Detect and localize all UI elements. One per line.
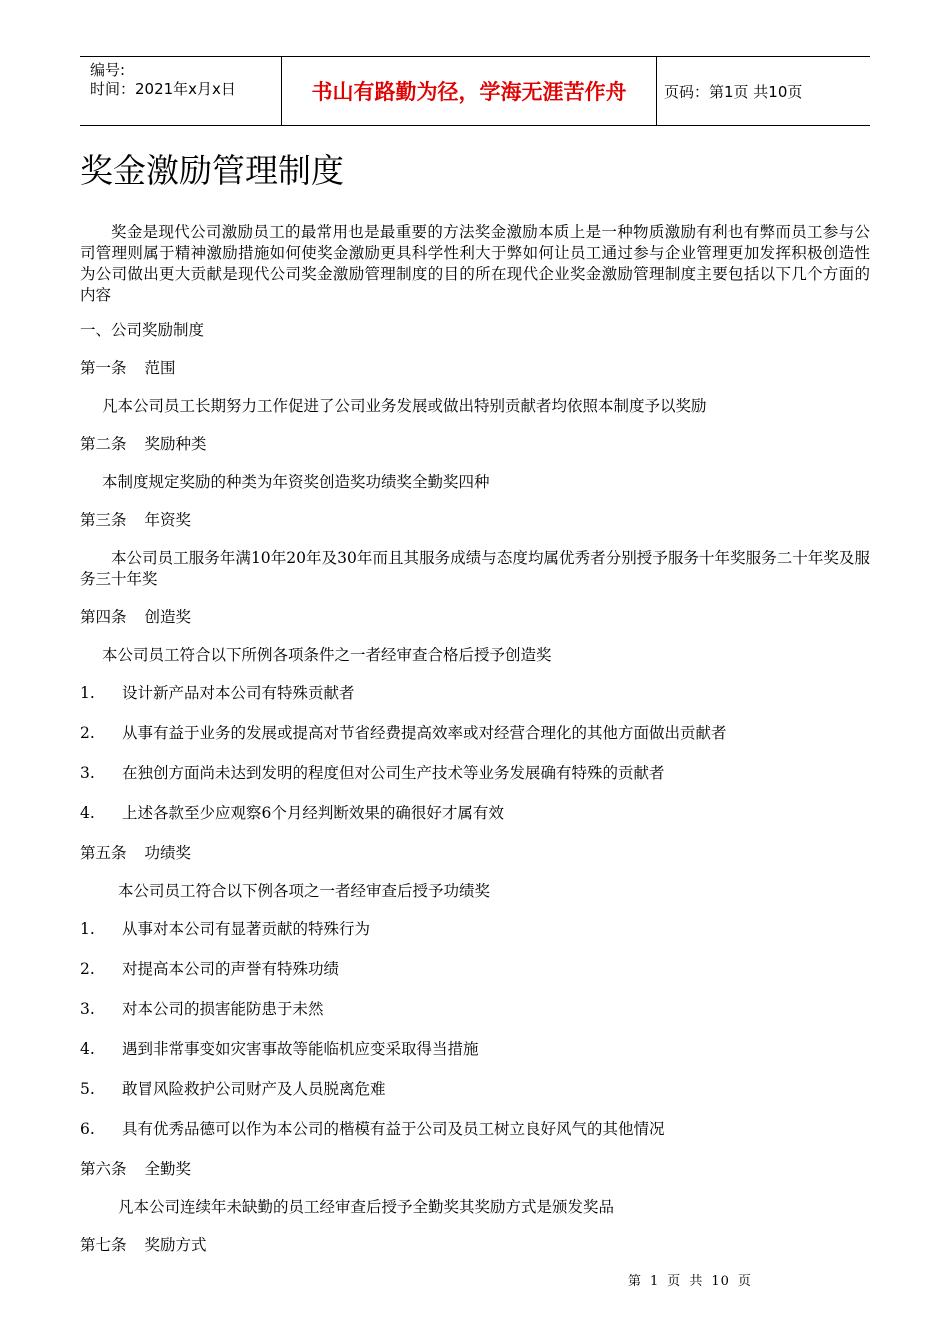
footer-page-number: 1 — [650, 1274, 660, 1289]
list-item: 1. 从事对本公司有显著贡献的特殊行为 — [80, 920, 371, 938]
article-title: 奖励种类 — [144, 435, 207, 453]
article-label: 第七条 — [80, 1236, 127, 1254]
article-title: 奖励方式 — [144, 1236, 207, 1254]
article-body: 本公司员工服务年满10年20年及30年而且其服务成绩与态度均属优秀者分别授予服务十年奖服务二十年奖及服务三十年奖 — [80, 549, 870, 588]
intro-paragraph: 奖金是现代公司激励员工的最常用也是最重要的方法奖金激励本质上是一种物质激励有利也有弊而员工参与公司管理则属于精神激励措施如何使奖金激励更具科学性利大于弊如何让员工通过参与企业管理更加发挥积极创造性为公司做出更大贡献是现代公司奖金激励管理制度的目的所在现代企业奖金激励管理制度主要包括以下几个方面的内容 — [80, 223, 870, 304]
article-title: 年资奖 — [144, 511, 192, 529]
document-body — [80, 222, 870, 1273]
article-label: 第六条 — [80, 1160, 127, 1178]
footer-total-pages: 10 — [711, 1274, 730, 1289]
article-body: 本公司员工符合以下所例各项条件之一者经审查合格后授予创造奖 — [102, 646, 552, 664]
list-item: 2. 从事有益于业务的发展或提高对节省经费提高效率或对经营合理化的其他方面做出贡献者 — [80, 724, 727, 742]
header-motto: 书山有路勤为径，学海无涯苦作舟 — [281, 57, 657, 125]
article-title: 功绩奖 — [144, 844, 192, 862]
list-item: 1. 设计新产品对本公司有特殊贡献者 — [80, 684, 355, 702]
article-heading — [80, 607, 870, 628]
list-item: 2. 对提高本公司的声誉有特殊功绩 — [80, 960, 340, 978]
section-heading: 一、公司奖励制度 — [80, 321, 205, 339]
header-page-label: 页码：第1页 共10页 — [664, 82, 803, 101]
article-title: 全勤奖 — [144, 1160, 192, 1178]
article-heading — [80, 1159, 870, 1180]
header-meta — [90, 57, 280, 129]
article-heading — [80, 1235, 870, 1256]
article-title: 范围 — [144, 359, 176, 377]
article-body: 本制度规定奖励的种类为年资奖创造奖功绩奖全勤奖四种 — [102, 473, 490, 491]
article-title: 创造奖 — [144, 608, 192, 626]
document-number-label: 编号: — [90, 61, 126, 79]
list-item: 6. 具有优秀品德可以作为本公司的楷模有益于公司及员工树立良好风气的其他情况 — [80, 1120, 665, 1138]
article-label: 第五条 — [80, 844, 127, 862]
article-body: 凡本公司员工长期努力工作促进了公司业务发展或做出特别贡献者均依照本制度予以奖励 — [102, 397, 707, 415]
list-item: 4. 上述各款至少应观察6个月经判断效果的确很好才属有效 — [80, 804, 504, 822]
document-title: 奖金激励管理制度 — [80, 151, 344, 190]
article-label: 第二条 — [80, 435, 127, 453]
page-footer: 第 1 页 共 10 页 — [628, 1274, 752, 1289]
article-body: 本公司员工符合以下例各项之一者经审查后授予功绩奖 — [118, 882, 491, 900]
article-label: 第一条 — [80, 359, 127, 377]
document-header — [80, 56, 870, 126]
article-heading — [80, 358, 870, 379]
list-item: 3. 在独创方面尚未达到发明的程度但对公司生产技术等业务发展确有特殊的贡献者 — [80, 764, 665, 782]
article-heading — [80, 434, 870, 455]
document-time-label: 时间：2021年x月x日 — [90, 80, 236, 98]
article-heading — [80, 510, 870, 531]
article-body: 凡本公司连续年未缺勤的员工经审查后授予全勤奖其奖励方式是颁发奖品 — [118, 1198, 615, 1216]
list-item: 5. 敢冒风险救护公司财产及人员脱离危难 — [80, 1080, 386, 1098]
article-label: 第三条 — [80, 511, 127, 529]
article-heading — [80, 843, 870, 864]
list-item: 3. 对本公司的损害能防患于未然 — [80, 1000, 324, 1018]
list-item: 4. 遇到非常事变如灾害事故等能临机应变采取得当措施 — [80, 1040, 479, 1058]
article-label: 第四条 — [80, 608, 127, 626]
